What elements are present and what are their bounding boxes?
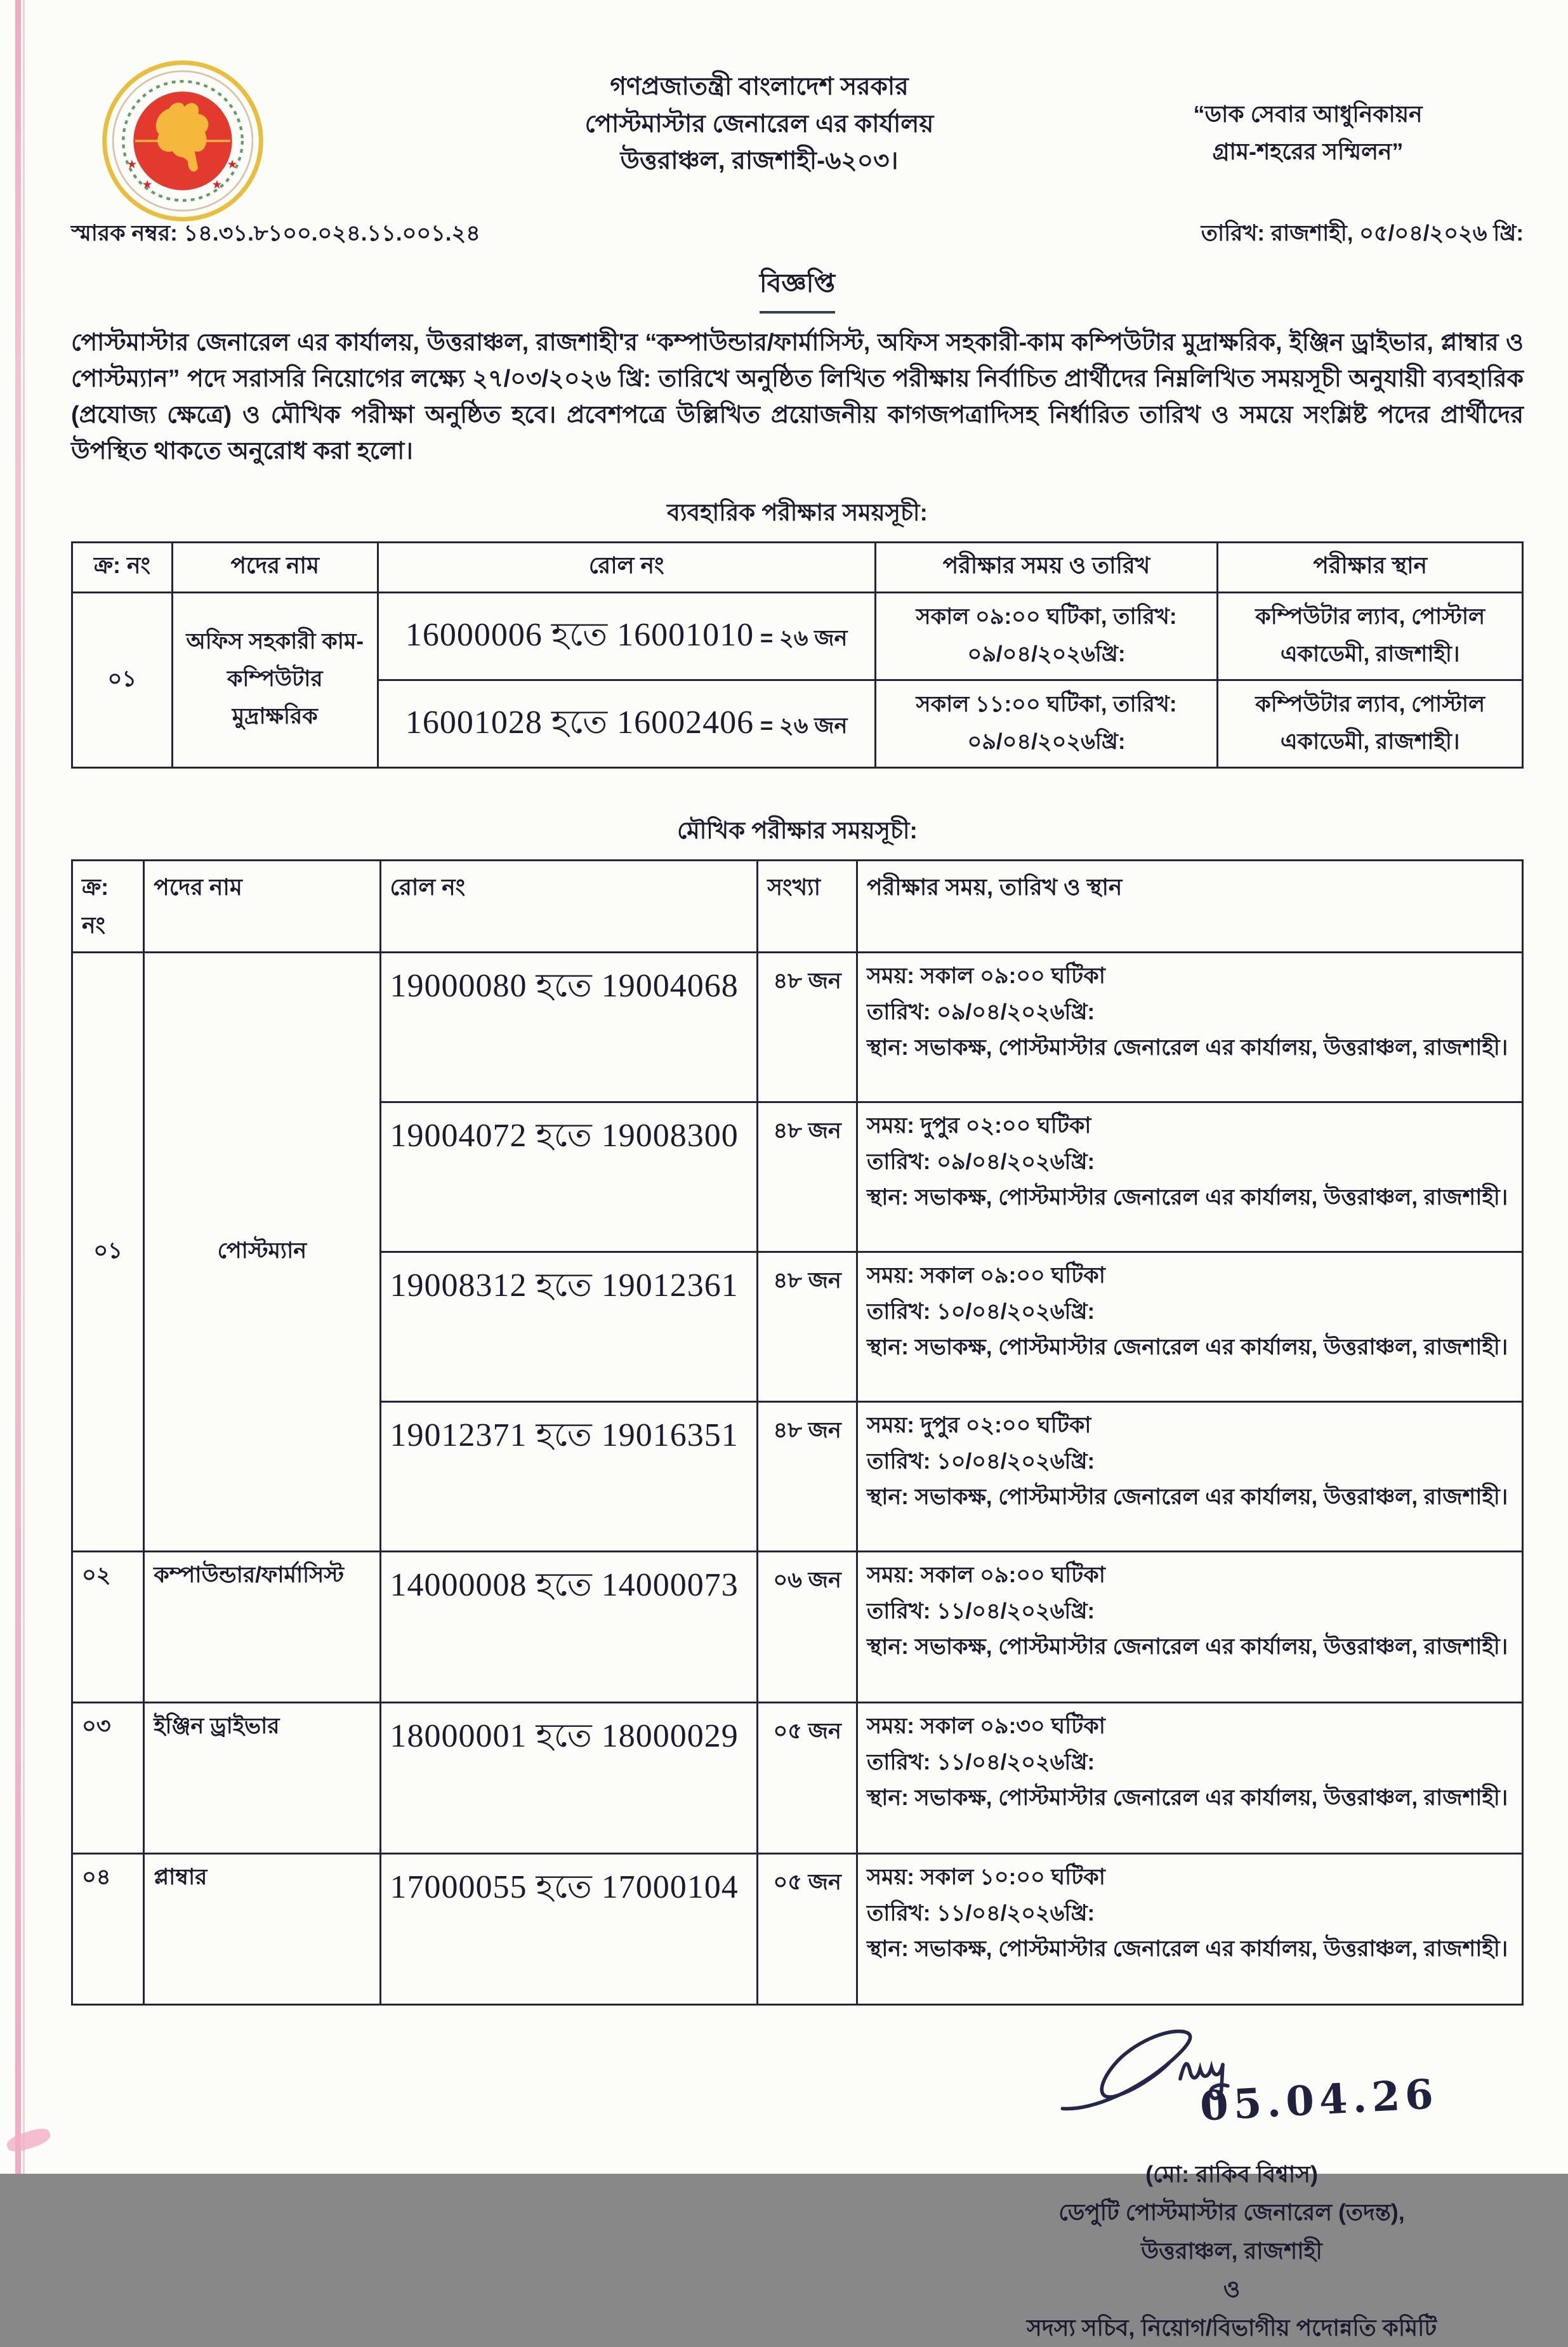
roll-range: 14000008 হতে 14000073 — [390, 1567, 739, 1603]
org-line-government: গণপ্রজাতন্ত্রী বাংলাদেশ সরকার — [610, 73, 909, 100]
table-row — [72, 953, 1523, 1102]
time-cell: সকাল ১১:০০ ঘটিকা, তারিখ: ০৯/০৪/২০২৬খ্রি: — [875, 680, 1218, 768]
exam-details — [867, 958, 1513, 1066]
roll-range-cell — [378, 680, 875, 768]
venue-cell: কম্পিউটার ল্যাব, পোস্টাল একাডেমী, রাজশাহী। — [1218, 593, 1523, 680]
scanner-corner-smudge — [5, 2126, 53, 2155]
details-cell — [857, 1402, 1523, 1552]
details-cell — [857, 1703, 1523, 1854]
org-line-region: উত্তরাঞ্চল, রাজশাহী-৬২০৩। — [620, 147, 899, 175]
col-serial: ক্র: নং — [72, 543, 173, 593]
letterhead — [71, 0, 1524, 197]
exam-time: সময়: দুপুর ০২:০০ ঘটিকা — [867, 1113, 1091, 1138]
roll-range: 19004072 হতে 19008300 — [390, 1118, 739, 1154]
roll-range: 18000001 হতে 18000029 — [390, 1718, 739, 1754]
exam-time: সময়: সকাল ১০:০০ ঘটিকা — [867, 1865, 1105, 1889]
slogan-line-1: “ডাক সেবার আধুনিকায়ন — [1193, 101, 1423, 127]
table-header-row — [72, 543, 1523, 593]
exam-venue: স্থান: সভাকক্ষ, পোস্টমাস্টার জেনারেল এর কার্যালয়, উত্তরাঞ্চল, রাজশাহী। — [867, 1634, 1508, 1660]
practical-exam-table — [71, 541, 1524, 769]
slogan-line-2: গ্রাম-শহরের সম্মিলন” — [1212, 138, 1404, 165]
exam-time: সময়: দুপুর ০২:০০ ঘটিকা — [867, 1413, 1091, 1438]
seal-star-icon: ★ — [126, 157, 138, 171]
signatory-name: (মো: রাকিব বিশ্বাস) — [1145, 2161, 1318, 2187]
roll-range: 17000055 হতে 17000104 — [390, 1869, 739, 1905]
scanner-edge-artifact — [15, 0, 21, 2174]
memo-date: তারিখ: রাজশাহী, ০৫/০৪/২০২৬ খ্রি: — [1201, 221, 1524, 246]
table-row — [72, 1703, 1523, 1854]
col-post: পদের নাম — [144, 861, 380, 953]
exam-details — [867, 1258, 1513, 1366]
viva-exam-table — [71, 859, 1524, 2006]
col-serial: ক্র: নং — [72, 861, 144, 953]
col-roll: রোল নং — [378, 543, 875, 593]
seal-star-icon: ★ — [227, 157, 238, 171]
col-roll: রোল নং — [380, 861, 758, 953]
col-details: পরীক্ষার সময়, তারিখ ও স্থান — [857, 861, 1523, 953]
table-header-row — [72, 861, 1523, 953]
seal-star-icon: ★ — [211, 178, 223, 192]
signatory-committee-role: সদস্য সচিব, নিয়োগ/বিভাগীয় পদোন্নতি কমিটি — [1026, 2314, 1437, 2341]
page-title: বিজ্ঞপ্তি — [760, 263, 835, 314]
time-cell: সকাল ০৯:০০ ঘটিকা, তারিখ: ০৯/০৪/২০২৬খ্রি: — [875, 593, 1218, 680]
roll-range: 19012371 হতে 19016351 — [390, 1417, 739, 1453]
body-pre: পোস্টমাস্টার জেনারেল এর কার্যালয়, উত্তরাঞ্চল, রাজশাহী'র — [71, 329, 645, 356]
document-content — [71, 0, 1524, 2347]
serial-cell: ০১ — [72, 953, 144, 1552]
exam-venue: স্থান: সভাকক্ষ, পোস্টমাস্টার জেনারেল এর কার্যালয়, উত্তরাঞ্চল, রাজশাহী। — [867, 1785, 1508, 1811]
roll-range-cell — [380, 1552, 758, 1703]
notice-body — [71, 325, 1524, 470]
candidate-count-cell: ৪৮ জন — [758, 953, 857, 1102]
details-cell — [857, 1552, 1523, 1703]
post-name-cell: অফিস সহকারী কাম-কম্পিউটার মুদ্রাক্ষরিক — [172, 593, 378, 768]
exam-time: সময়: সকাল ০৯:০০ ঘটিকা — [867, 1563, 1105, 1587]
serial-cell: ০১ — [72, 593, 173, 768]
candidate-count-cell: ০৬ জন — [758, 1552, 857, 1703]
candidate-count: = ২৬ জন — [754, 713, 848, 738]
exam-date: তারিখ: ০৯/০৪/২০২৬খ্রি: — [867, 1149, 1095, 1174]
roll-range-cell — [380, 1102, 758, 1252]
roll-range-cell — [380, 1854, 758, 2005]
practical-table-caption: ব্যবহারিক পরীক্ষার সময়সূচী: — [667, 499, 928, 526]
body-post-names: “কম্পাউন্ডার/ফার্মাসিস্ট, অফিস সহকারী-কাম কম্পিউটার মুদ্রাক্ষরিক, ইঞ্জিন ড্রাইভার, প্লাম্বার ও পোস্টম্যান” — [71, 329, 1524, 392]
exam-date: তারিখ: ১০/০৪/২০২৬খ্রি: — [867, 1299, 1095, 1324]
notice-title-wrap — [71, 263, 1524, 314]
roll-range-cell — [380, 953, 758, 1102]
candidate-count-cell: ০৫ জন — [758, 1854, 857, 2005]
body-post: পদে সরাসরি নিয়োগের লক্ষ্যে ২৭/০৩/২০২৬ খ্রি: তারিখে অনুষ্ঠিত লিখিত পরীক্ষায় নির্বাচিত প্রার্থীদের নিম্নলিখিত সময়সূচী অনুযায়ী ব্যবহারিক (প্রযোজ্য ক্ষেত্রে) ও মৌখিক পরীক্ষা অনুষ্ঠিত হবে। প্রবেশপত্রে উল্লিখিত প্রয়োজনীয় কাগজপত্রাদিসহ নির্ধারিত তারিখ ও সময়ে সংশ্লিষ্ট পদের প্রার্থীদের উপস্থিত থাকতে অনুরোধ করা হলো। — [71, 366, 1524, 465]
viva-table-caption: মৌখিক পরীক্ষার সময়সূচী: — [677, 817, 918, 843]
candidate-count-cell: ০৫ জন — [758, 1703, 857, 1854]
candidate-count: = ২৬ জন — [754, 626, 848, 651]
memo-row — [71, 216, 1524, 253]
exam-time: সময়: সকাল ০৯:০০ ঘটিকা — [867, 1263, 1105, 1288]
details-cell — [857, 1102, 1523, 1252]
post-name-cell: পোস্টম্যান — [144, 953, 380, 1552]
signatory-designation: ডেপুটি পোস্টমাস্টার জেনারেল (তদন্ত), — [1058, 2199, 1405, 2226]
candidate-count-cell: ৪৮ জন — [758, 1252, 857, 1402]
exam-date: তারিখ: ১১/০৪/২০২৬খ্রি: — [867, 1900, 1095, 1926]
exam-venue: স্থান: সভাকক্ষ, পোস্টমাস্টার জেনারেল এর কার্যালয়, উত্তরাঞ্চল, রাজশাহী। — [867, 1335, 1508, 1360]
post-name-cell: ইঞ্জিন ড্রাইভার — [144, 1703, 380, 1854]
col-venue: পরীক্ষার স্থান — [1218, 543, 1523, 593]
details-cell — [857, 1854, 1523, 2005]
exam-details — [867, 1557, 1513, 1665]
exam-details — [867, 1860, 1513, 1967]
roll-range-cell — [378, 593, 875, 680]
roll-range-cell — [380, 1402, 758, 1552]
exam-time: সময়: সকাল ০৯:৩০ ঘটিকা — [867, 1714, 1105, 1738]
bangladesh-government-seal-icon — [95, 56, 270, 226]
col-time: পরীক্ষার সময় ও তারিখ — [875, 543, 1218, 593]
roll-range: 19008312 হতে 19012361 — [390, 1267, 739, 1304]
exam-venue: স্থান: সভাকক্ষ, পোস্টমাস্টার জেনারেল এর কার্যালয়, উত্তরাঞ্চল, রাজশাহী। — [867, 1936, 1508, 1962]
post-name-cell: প্লাম্বার — [144, 1854, 380, 2005]
exam-date: তারিখ: ১১/০৪/২০২৬খ্রি: — [867, 1749, 1095, 1775]
col-count: সংখ্যা — [758, 861, 857, 953]
exam-date: তারিখ: ১০/০৪/২০২৬খ্রি: — [867, 1448, 1095, 1474]
roll-range-cell — [380, 1252, 758, 1402]
venue-cell: কম্পিউটার ল্যাব, পোস্টাল একাডেমী, রাজশাহী। — [1218, 680, 1523, 768]
roll-range-cell — [380, 1703, 758, 1854]
signature-art — [952, 2022, 1511, 2155]
handwritten-date: 05.04.26 — [1199, 2070, 1440, 2131]
table-row — [72, 1854, 1523, 2005]
details-cell — [857, 1252, 1523, 1402]
serial-cell: ০২ — [72, 1552, 144, 1703]
serial-cell: ০৪ — [72, 1854, 144, 2005]
signatory-office: উত্তরাঞ্চল, রাজশাহী — [1141, 2237, 1322, 2264]
exam-venue: স্থান: সভাকক্ষ, পোস্টমাস্টার জেনারেল এর কার্যালয়, উত্তরাঞ্চল, রাজশাহী। — [867, 1185, 1508, 1210]
org-line-office: পোস্টমাস্টার জেনারেল এর কার্যালয় — [584, 110, 934, 138]
roll-range: 16000006 হতে 16001010 — [405, 617, 754, 653]
exam-date: তারিখ: ০৯/০৪/২০২৬খ্রি: — [867, 999, 1095, 1024]
scanner-edge-artifact-inner — [23, 0, 25, 2174]
slogan-block — [1130, 95, 1486, 171]
roll-range: 16001028 হতে 16002406 — [405, 704, 754, 741]
table-row — [72, 593, 1523, 680]
post-name-cell: কম্পাউন্ডার/ফার্মাসিস্ট — [144, 1552, 380, 1703]
table-row — [72, 1552, 1523, 1703]
exam-details — [867, 1709, 1513, 1816]
signature-conjunction: ও — [1223, 2276, 1241, 2303]
exam-venue: স্থান: সভাকক্ষ, পোস্টমাস্টার জেনারেল এর কার্যালয়, উত্তরাঞ্চল, রাজশাহী। — [867, 1484, 1508, 1510]
exam-venue: স্থান: সভাকক্ষ, পোস্টমাস্টার জেনারেল এর কার্যালয়, উত্তরাঞ্চল, রাজশাহী। — [867, 1035, 1508, 1061]
exam-date: তারিখ: ১১/০৪/২০২৬খ্রি: — [867, 1598, 1095, 1623]
roll-range: 19000080 হতে 19004068 — [390, 968, 739, 1004]
org-title-block — [449, 69, 1071, 180]
candidate-count-cell: ৪৮ জন — [758, 1102, 857, 1252]
exam-details — [867, 1408, 1513, 1516]
memo-number: স্মারক নম্বর: ১৪.৩১.৮১০০.০২৪.১১.০০১.২৪ — [71, 221, 480, 246]
serial-cell: ০৩ — [72, 1703, 144, 1854]
details-cell — [857, 953, 1523, 1102]
seal-star-icon: ★ — [142, 178, 153, 192]
exam-time: সময়: সকাল ০৯:০০ ঘটিকা — [867, 963, 1105, 988]
signature-block — [952, 2022, 1511, 2347]
candidate-count-cell: ৪৮ জন — [758, 1402, 857, 1552]
exam-details — [867, 1108, 1513, 1216]
col-post: পদের নাম — [172, 543, 378, 593]
